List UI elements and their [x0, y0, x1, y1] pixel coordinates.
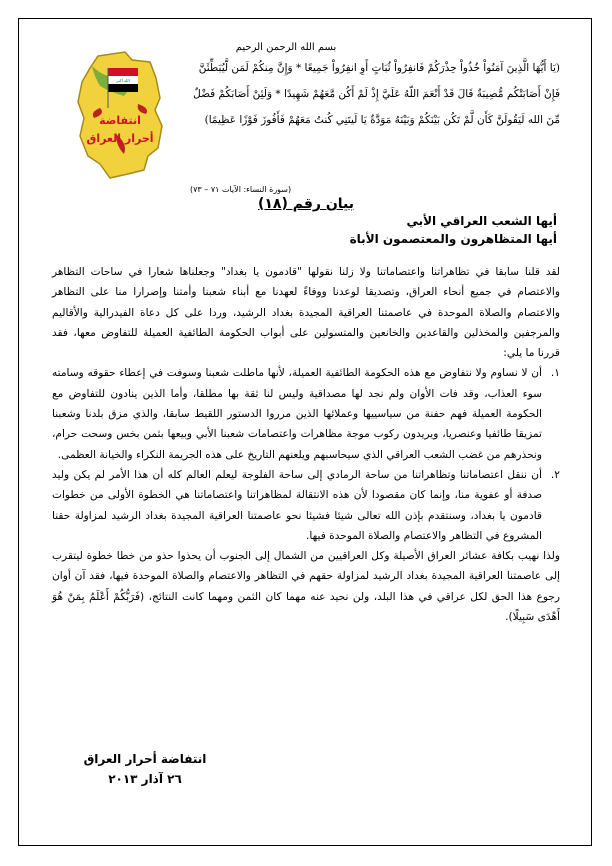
bismillah: بسم الله الرحمن الرحيم: [235, 42, 337, 53]
intro-paragraph: لقد قلنا سابقا في تظاهراتنا واعتصاماتنا ولا زلنا نقولها "قادمون يا بغداد" وجعلناها شعارا في ساحات التظاهر والاعتصام في جميع أنحاء العراق، وتصديقا لوعدنا ووفاءً لعهدنا مع أبناء شعبنا وأمتنا وإصرارا منا على التظاهر والاعتصام والصلاة الموحدة في عاصمتنا العراقية المجيدة بغداد الرشيد، وردا على كل دعاة الفيدرالية والأقاليم والمرجفين والمخذلين والقاعدين والخانعين والمتسولين على أبواب الحكومة الطائفية العميلة للتفاوض معها، فقد قررنا ما يلي:: [52, 266, 560, 360]
list-item-text: أن ننقل اعتصاماتنا وتظاهراتنا من ساحة الرمادي إلى ساحة الفلوجة ليعلم العالم كله أن هذا الأمر لم يكن وليد صدفة أو عفوية منا، وإنما كان مقصودا لأن هذه الانتقالة لمظاهراتنا واعتصاماتنا هي الخطوة الأولى من خطوات قادمون يا بغداد، وسنتقدم بإذن الله تعالى شيئا فشيئا نحو عاصمتنا العراقية المجيدة بغداد الرشيد لمزاولة حقنا المشروع في التظاهر والاعتصام والصلاة الموحدة فيها.: [52, 468, 542, 542]
flag-emblem-icon: الله أكبر: [116, 78, 130, 83]
list-item-text: أن لا نساوم ولا نتفاوض مع هذه الحكومة الطائفية العميلة، لأنها ماطلت شعبنا وسوفت في إعطاء حقوقه وسامته سوء العذاب، وقد فات الأوان ولم نجد لها مصداقية وليس لنا ثقة بها مطلقا، وأما الذين ينادون للتفاوض مع الحكومة العميلة فهم حفنة من سياسييها وعملائها الذين مرروا الدستور اللقيط سابقا، والذي مزق بلدنا وشعبنا تمزيقا طائفيا وعنصريا، ويريدون ركوب موجة مظاهرات واعتصامات شعبنا الأبي وبيعها بثمن بخس وسحت حرام، ونحذرهم من غضب الشعب العراقي الذي سيحاسبهم ويلعنهم التاريخ على هذه الجريمة النكراء والخيانة العظمى.: [52, 367, 542, 461]
svg-text:انتفاضة: انتفاضة: [99, 114, 141, 127]
verse-reference: (سورة النساء: الآيات ٧١ – ٧٣): [190, 185, 292, 194]
statement-body: [52, 262, 560, 627]
signature-org: انتفاضة أحرار العراق: [83, 752, 207, 766]
list-item-number: ٢.: [550, 468, 560, 481]
list-item-number: ١.: [550, 367, 560, 380]
verse-line-1: (يَا أَيُّهَا الَّذِينَ آمَنُواْ خُذُواْ حِذْرَكُمْ فَانفِرُواْ ثُبَاتٍ أَوِ انفِرُواْ جَمِيعًا * وَإِنَّ مِنكُمْ لَمَن لَّيُبَطِّئَنَّ: [198, 62, 560, 74]
verse-line-2: فَإِنْ أَصَابَتْكُم مُّصِيبَةٌ قَالَ قَدْ أَنْعَمَ اللّهُ عَلَيَّ إِذْ لَمْ أَكُن مَّعَهُمْ شَهِيدًا * وَلَئِنْ أَصَابَكُمْ فَضْلٌ: [193, 88, 560, 100]
svg-text:أحرار العراق: أحرار العراق: [86, 132, 154, 145]
list-item: [52, 363, 560, 464]
address-line-1: أيها الشعب العراقي الأبي: [406, 214, 557, 228]
logo-image: [70, 48, 170, 183]
list-item: [52, 465, 560, 546]
address-line-2: أيها المتظاهرون والمعتصمون الأباة: [349, 232, 557, 246]
statement-title: بيان رقم (١٨): [257, 196, 355, 212]
signature-date: ٢٦ آذار ٢٠١٣: [108, 772, 182, 786]
closing-paragraph: ولذا نهيب بكافة عشائر العراق الأصيلة وكل العراقيين من الشمال إلى الجنوب أن يحذوا حذو من خطا خطوة ليتقرب إلى عاصمتنا العراقية المجيدة بغداد الرشيد لمزاولة حقهم في التظاهر والاعتصام والصلاة الموحدة فيها، فقد آن أوان رجوع هذا الحق لكل عراقي في هذا البلد، ولن نحيد عنه مهما كان الثمن ومهما كانت النتائج، (فَرَبُّكُمْ أَعْلَمُ بِمَنْ هُوَ أَهْدَى سَبِيلًا).: [52, 550, 560, 624]
verse-line-3: مِّنَ الله لَيَقُولَنَّ كَأَن لَّمْ تَكُن بَيْنَكُمْ وَبَيْنَهُ مَوَدَّةٌ يَا لَيتَنِي كُنتُ مَعَهُمْ فَأَفُوزَ فَوْزًا عَظِيمًا): [204, 114, 560, 126]
